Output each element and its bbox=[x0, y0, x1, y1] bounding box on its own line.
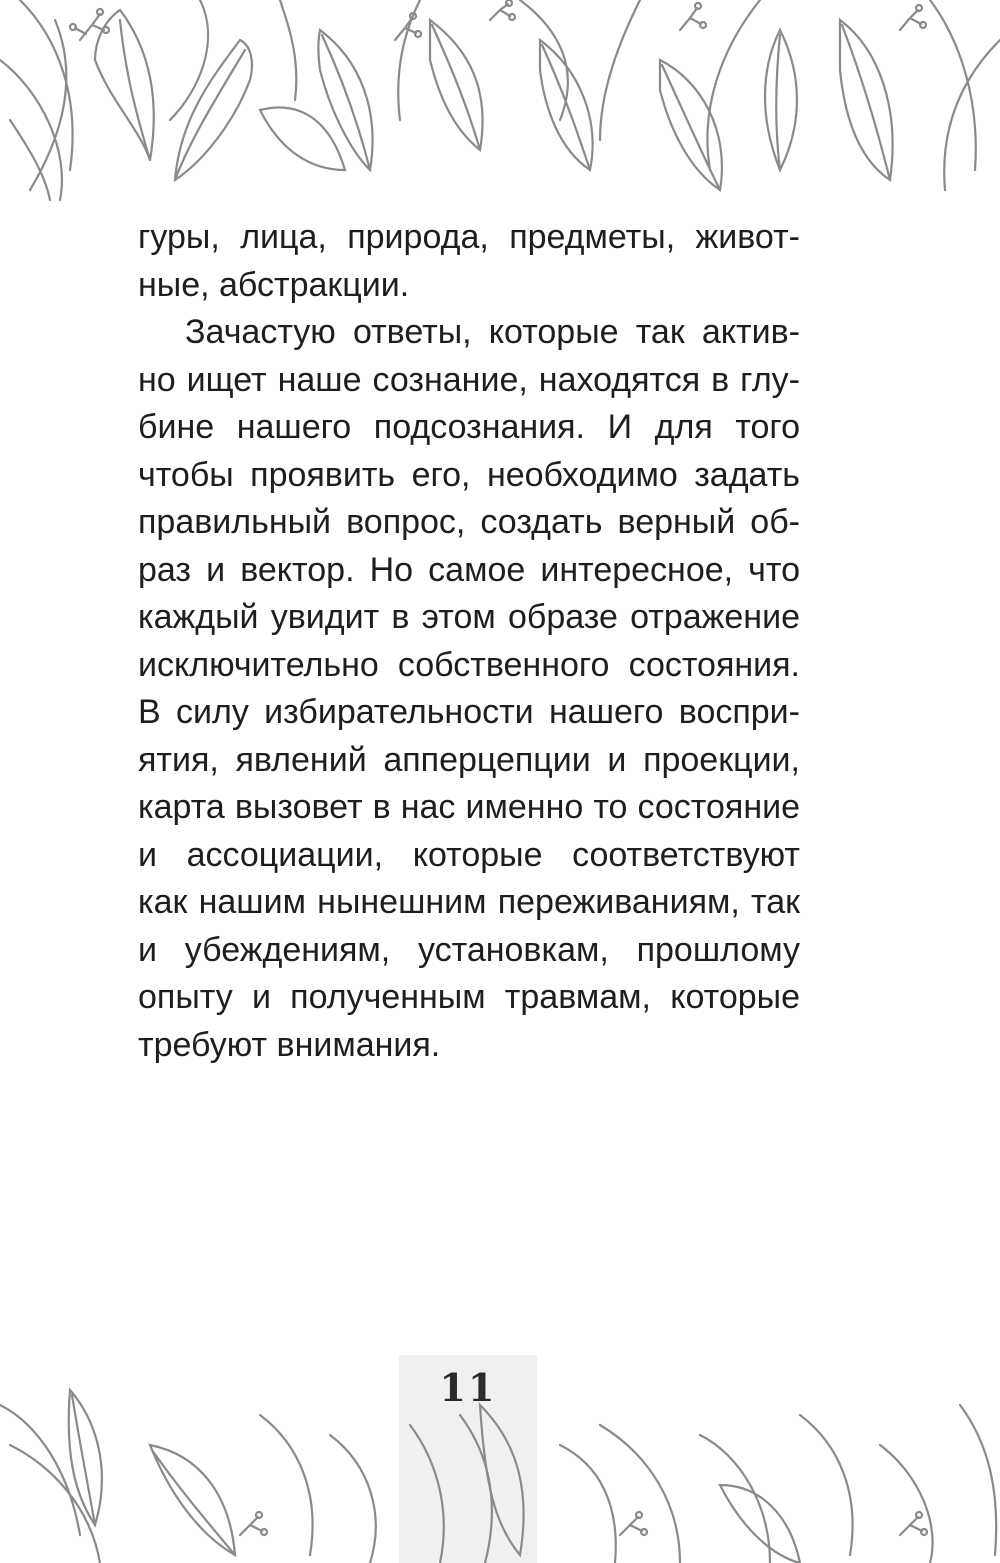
text-line: чтобы проявить его, необходимо задать bbox=[138, 455, 800, 494]
floral-petals-icon bbox=[0, 0, 1000, 205]
floral-border-bottom bbox=[0, 1385, 1000, 1563]
text-line: как нашим нынешним переживаниям, так bbox=[138, 883, 800, 921]
floral-border-top bbox=[0, 0, 1000, 205]
text-line: но ищет наше сознание, находятся в глу- bbox=[138, 360, 800, 399]
text-line: и ассоциации, которые соответствуют bbox=[138, 835, 800, 874]
page-number: 11 bbox=[439, 1365, 497, 1410]
floral-petals-icon bbox=[0, 1385, 1000, 1563]
text-line: карта вызовет в нас именно то состояние bbox=[138, 788, 800, 826]
text-line: гуры, лица, природа, предметы, живот- bbox=[138, 218, 800, 256]
text-line: требуют внимания. bbox=[138, 1025, 441, 1064]
text-line: опыту и полученным травмам, которые bbox=[138, 978, 800, 1016]
body-text bbox=[138, 214, 800, 1069]
text-line: раз и вектор. Но самое интересное, что bbox=[138, 550, 800, 589]
text-line: бине нашего подсознания. И для того bbox=[138, 408, 800, 446]
text-line: и убеждениям, установкам, прошлому bbox=[138, 930, 800, 969]
text-line: исключительно собственного состояния. bbox=[138, 645, 800, 684]
text-line: Зачастую ответы, которые так актив- bbox=[185, 313, 800, 351]
text-line: каждый увидит в этом образе отражение bbox=[138, 598, 800, 636]
text-line: В силу избирательности нашего воспри- bbox=[138, 693, 800, 731]
text-line: правильный вопрос, создать верный об- bbox=[138, 503, 800, 541]
text-line: ятия, явлений апперцепции и проекции, bbox=[138, 740, 800, 779]
text-line: ные, абстракции. bbox=[138, 265, 410, 304]
